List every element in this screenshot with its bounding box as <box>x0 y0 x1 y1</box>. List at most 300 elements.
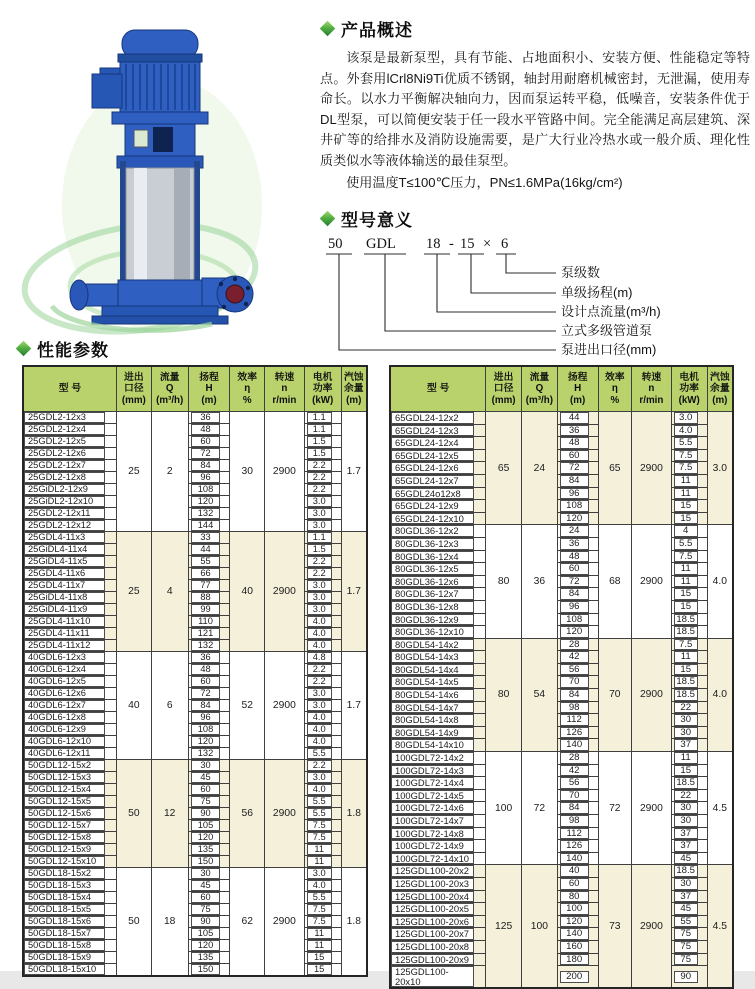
speed-cell: 2900 <box>265 868 305 977</box>
table-row <box>390 827 733 840</box>
table-row <box>23 916 367 928</box>
npsh-cell: 4.0 <box>707 638 733 751</box>
table-row <box>390 777 733 790</box>
head-cell: 40 <box>557 865 598 878</box>
npsh-cell: 1.7 <box>341 412 367 532</box>
performance-heading <box>16 336 109 361</box>
power-cell: 11 <box>671 752 707 765</box>
model-cell: 40GDL6-12x8 <box>23 712 116 724</box>
header-col: 效率 η % <box>598 366 632 412</box>
flow-cell: 24 <box>521 412 557 525</box>
table-row <box>390 412 733 425</box>
table-row <box>390 890 733 903</box>
table-row <box>390 437 733 450</box>
power-cell: 37 <box>671 840 707 853</box>
speed-cell: 2900 <box>265 412 305 532</box>
head-cell: 88 <box>188 592 230 604</box>
head-cell: 98 <box>557 701 598 714</box>
power-cell: 18.5 <box>671 689 707 702</box>
head-cell: 96 <box>557 600 598 613</box>
table-row <box>23 652 367 664</box>
power-cell: 75 <box>671 953 707 966</box>
model-cell: 100GDL72-14x9 <box>390 840 486 853</box>
label-stage-head: 单级扬程(m) <box>561 284 633 300</box>
head-cell: 60 <box>188 892 230 904</box>
head-cell: 70 <box>557 789 598 802</box>
table-row <box>23 892 367 904</box>
table-row <box>23 412 367 424</box>
table-row <box>390 474 733 487</box>
flow-cell: 2 <box>151 412 188 532</box>
header-col: 电机 功率 (kW) <box>304 366 341 412</box>
model-cell: 50GDL12-15x2 <box>23 760 116 772</box>
model-cell: 65GDL24-12x10 <box>390 512 486 525</box>
power-cell: 15 <box>671 512 707 525</box>
model-cell: 125GDL100-20x8 <box>390 940 486 953</box>
power-cell: 4.0 <box>304 628 341 640</box>
table-row <box>23 580 367 592</box>
efficiency-cell: 30 <box>230 412 265 532</box>
model-cell: 80GDL36-12x7 <box>390 588 486 601</box>
head-cell: 84 <box>557 689 598 702</box>
table-row <box>23 880 367 892</box>
power-cell: 2.2 <box>304 676 341 688</box>
model-cell: 80GDL36-12x4 <box>390 550 486 563</box>
model-cell: 50GDL18-15x4 <box>23 892 116 904</box>
inlet-diameter-cell: 65 <box>486 412 522 525</box>
head-cell: 108 <box>188 724 230 736</box>
head-cell: 84 <box>557 588 598 601</box>
head-cell: 132 <box>188 640 230 652</box>
flow-cell: 12 <box>151 760 188 868</box>
power-cell: 37 <box>671 890 707 903</box>
model-cell: 50GDL18-15x2 <box>23 868 116 880</box>
power-cell: 2.2 <box>304 484 341 496</box>
table-row <box>390 928 733 941</box>
power-cell: 2.2 <box>304 664 341 676</box>
model-cell: 80GDL36-12x2 <box>390 525 486 538</box>
model-cell: 25GDL2-12x8 <box>23 472 116 484</box>
head-cell: 72 <box>188 448 230 460</box>
performance-table-left <box>22 365 368 977</box>
head-cell: 120 <box>188 940 230 952</box>
head-cell: 120 <box>557 915 598 928</box>
power-cell: 4.0 <box>304 712 341 724</box>
table-row <box>23 724 367 736</box>
power-cell: 90 <box>671 966 707 989</box>
overview-conditions: 使用温度T≤100℃压力，PN≤1.6MPa(16kg/cm²) <box>346 175 623 191</box>
head-cell: 60 <box>557 449 598 462</box>
flow-cell: 54 <box>521 638 557 751</box>
head-cell: 36 <box>557 537 598 550</box>
power-cell: 3.0 <box>304 592 341 604</box>
efficiency-cell: 73 <box>598 865 632 988</box>
model-code-series: GDL <box>366 235 396 252</box>
model-cell: 40GDL6-12x10 <box>23 736 116 748</box>
model-cell: 50GDL12-15x4 <box>23 784 116 796</box>
head-cell: 110 <box>188 616 230 628</box>
model-code-sep1: - <box>449 235 454 252</box>
inlet-diameter-cell: 100 <box>486 752 522 865</box>
model-code-diagram <box>320 235 744 355</box>
power-cell: 4.0 <box>304 640 341 652</box>
speed-cell: 2900 <box>265 652 305 760</box>
head-cell: 150 <box>188 856 230 868</box>
npsh-cell: 1.8 <box>341 760 367 868</box>
table-row <box>23 484 367 496</box>
label-inlet-diameter: 泵进出口径(mm) <box>561 341 657 357</box>
model-cell: 40GDL6-12x9 <box>23 724 116 736</box>
table-row <box>390 752 733 765</box>
head-cell: 44 <box>188 544 230 556</box>
table-row <box>23 520 367 532</box>
npsh-cell: 1.7 <box>341 652 367 760</box>
head-cell: 28 <box>557 638 598 651</box>
model-cell: 65GDL24o12x8 <box>390 487 486 500</box>
product-overview-heading <box>320 16 750 41</box>
power-cell: 2.2 <box>304 472 341 484</box>
flow-cell: 6 <box>151 652 188 760</box>
head-cell: 72 <box>557 575 598 588</box>
model-cell: 40GDL6-12x11 <box>23 748 116 760</box>
table-row <box>390 940 733 953</box>
head-cell: 150 <box>188 964 230 977</box>
head-cell: 55 <box>188 556 230 568</box>
head-cell: 77 <box>188 580 230 592</box>
flow-cell: 72 <box>521 752 557 865</box>
power-cell: 3.0 <box>304 700 341 712</box>
model-cell: 80GDL54-14x9 <box>390 726 486 739</box>
table-row <box>23 556 367 568</box>
model-cell: 80GDL54-14x3 <box>390 651 486 664</box>
diamond-icon <box>16 341 32 357</box>
table-row <box>23 688 367 700</box>
table-row <box>23 436 367 448</box>
power-cell: 18.5 <box>671 777 707 790</box>
table-row <box>23 856 367 868</box>
model-cell: 80GDL36-12x3 <box>390 537 486 550</box>
model-cell: 65GDL24-12x3 <box>390 424 486 437</box>
power-cell: 4.0 <box>304 736 341 748</box>
table-row <box>390 915 733 928</box>
model-cell: 80GDL36-12x6 <box>390 575 486 588</box>
table-header <box>390 366 733 412</box>
head-cell: 72 <box>188 688 230 700</box>
power-cell: 30 <box>671 815 707 828</box>
model-cell: 80GDL36-12x9 <box>390 613 486 626</box>
npsh-cell: 4.5 <box>707 752 733 865</box>
power-cell: 55 <box>671 915 707 928</box>
diamond-icon <box>320 210 336 226</box>
head-cell: 99 <box>188 604 230 616</box>
power-cell: 3.0 <box>304 772 341 784</box>
table-row <box>23 808 367 820</box>
model-cell: 125GDL100-20x7 <box>390 928 486 941</box>
head-cell: 33 <box>188 532 230 544</box>
power-cell: 37 <box>671 827 707 840</box>
model-cell: 25GDL2-12x5 <box>23 436 116 448</box>
head-cell: 160 <box>557 940 598 953</box>
model-cell: 65GDL24-12x5 <box>390 449 486 462</box>
head-cell: 42 <box>557 651 598 664</box>
power-cell: 4.0 <box>304 616 341 628</box>
power-cell: 2.2 <box>304 556 341 568</box>
head-cell: 84 <box>557 474 598 487</box>
head-cell: 44 <box>557 412 598 425</box>
table-row <box>390 739 733 752</box>
head-cell: 56 <box>557 663 598 676</box>
head-cell: 36 <box>188 652 230 664</box>
diamond-icon <box>320 21 336 37</box>
head-cell: 84 <box>188 700 230 712</box>
flow-cell: 100 <box>521 865 557 988</box>
model-cell: 40GDL6-12x6 <box>23 688 116 700</box>
model-cell: 50GDL18-15x9 <box>23 952 116 964</box>
head-cell: 56 <box>557 777 598 790</box>
power-cell: 18.5 <box>671 626 707 639</box>
pump-product-image <box>22 20 298 336</box>
table-row <box>23 904 367 916</box>
power-cell: 45 <box>671 852 707 865</box>
efficiency-cell: 52 <box>230 652 265 760</box>
table-row <box>390 613 733 626</box>
head-cell: 108 <box>557 613 598 626</box>
power-cell: 5.5 <box>304 892 341 904</box>
model-cell: 80GDL54-14x6 <box>390 689 486 702</box>
head-cell: 48 <box>188 424 230 436</box>
power-cell: 1.5 <box>304 436 341 448</box>
table-row <box>390 852 733 865</box>
power-cell: 45 <box>671 903 707 916</box>
head-cell: 36 <box>188 412 230 424</box>
power-cell: 15 <box>304 952 341 964</box>
model-cell: 50GDL12-15x5 <box>23 796 116 808</box>
power-cell: 1.1 <box>304 424 341 436</box>
power-cell: 18.5 <box>671 613 707 626</box>
table-row <box>390 500 733 513</box>
model-code-inlet: 50 <box>328 235 343 252</box>
model-cell: 25GiDL4-11x8 <box>23 592 116 604</box>
header-col: 扬程 H (m) <box>188 366 230 412</box>
power-cell: 15 <box>304 964 341 977</box>
model-cell: 65GDL24-12x7 <box>390 474 486 487</box>
power-cell: 15 <box>671 600 707 613</box>
table-row <box>23 844 367 856</box>
model-cell: 50GDL12-15x9 <box>23 844 116 856</box>
head-cell: 80 <box>557 890 598 903</box>
header-col: 流量 Q (m³/h) <box>521 366 557 412</box>
performance-table-right <box>389 365 734 989</box>
efficiency-cell: 62 <box>230 868 265 977</box>
head-cell: 60 <box>188 436 230 448</box>
head-cell: 100 <box>557 903 598 916</box>
table-row <box>23 544 367 556</box>
npsh-cell: 1.8 <box>341 868 367 977</box>
head-cell: 135 <box>188 952 230 964</box>
header-col: 转速 n r/min <box>632 366 672 412</box>
npsh-cell: 3.0 <box>707 412 733 525</box>
power-cell: 5.5 <box>304 748 341 760</box>
power-cell: 2.2 <box>304 568 341 580</box>
header-col: 效率 η % <box>230 366 265 412</box>
power-cell: 1.5 <box>304 448 341 460</box>
head-cell: 90 <box>188 916 230 928</box>
model-cell: 25GDL2-12x12 <box>23 520 116 532</box>
power-cell: 3.0 <box>304 508 341 520</box>
table-row <box>390 764 733 777</box>
table-row <box>23 796 367 808</box>
power-cell: 11 <box>671 575 707 588</box>
head-cell: 140 <box>557 928 598 941</box>
table-row <box>390 865 733 878</box>
head-cell: 60 <box>557 563 598 576</box>
table-row <box>23 940 367 952</box>
head-cell: 60 <box>557 877 598 890</box>
speed-cell: 2900 <box>632 412 672 525</box>
table-row <box>390 815 733 828</box>
model-cell: 25GiDL4-11x9 <box>23 604 116 616</box>
table-row <box>390 563 733 576</box>
table-row <box>390 726 733 739</box>
speed-cell: 2900 <box>632 525 672 638</box>
model-cell: 40GDL6-12x3 <box>23 652 116 664</box>
head-cell: 70 <box>557 676 598 689</box>
npsh-cell: 1.7 <box>341 532 367 652</box>
model-cell: 25GiDL2-12x9 <box>23 484 116 496</box>
pump-illustration <box>22 20 298 336</box>
head-cell: 45 <box>188 772 230 784</box>
table-row <box>23 820 367 832</box>
power-cell: 4 <box>671 525 707 538</box>
table-row <box>23 496 367 508</box>
model-code-stages: 6 <box>501 235 509 252</box>
table-row <box>390 638 733 651</box>
inlet-diameter-cell: 80 <box>486 525 522 638</box>
head-cell: 75 <box>188 904 230 916</box>
power-cell: 15 <box>671 663 707 676</box>
power-cell: 22 <box>671 789 707 802</box>
power-cell: 75 <box>671 928 707 941</box>
head-cell: 126 <box>557 726 598 739</box>
inlet-diameter-cell: 50 <box>116 868 151 977</box>
header-col: 进出 口径 (mm) <box>116 366 151 412</box>
table-row <box>390 626 733 639</box>
table-row <box>23 568 367 580</box>
model-code-head: 15 <box>460 235 475 252</box>
power-cell: 4.0 <box>671 424 707 437</box>
head-cell: 66 <box>188 568 230 580</box>
efficiency-cell: 68 <box>598 525 632 638</box>
power-cell: 3.0 <box>304 868 341 880</box>
efficiency-cell: 70 <box>598 638 632 751</box>
table-row <box>23 616 367 628</box>
power-cell: 11 <box>671 563 707 576</box>
inlet-diameter-cell: 25 <box>116 532 151 652</box>
table-row <box>390 802 733 815</box>
table-row <box>390 449 733 462</box>
power-cell: 30 <box>671 714 707 727</box>
head-cell: 96 <box>188 472 230 484</box>
speed-cell: 2900 <box>632 865 672 988</box>
efficiency-cell: 56 <box>230 760 265 868</box>
power-cell: 7.5 <box>671 550 707 563</box>
table-row <box>390 676 733 689</box>
table-row <box>390 966 733 989</box>
head-cell: 132 <box>188 748 230 760</box>
inlet-diameter-cell: 125 <box>486 865 522 988</box>
head-cell: 120 <box>188 832 230 844</box>
model-meaning-heading <box>320 206 750 231</box>
model-cell: 25GiDL2-12x10 <box>23 496 116 508</box>
power-cell: 3.0 <box>304 520 341 532</box>
inlet-diameter-cell: 40 <box>116 652 151 760</box>
power-cell: 1.5 <box>304 544 341 556</box>
flow-cell: 36 <box>521 525 557 638</box>
head-cell: 98 <box>557 815 598 828</box>
header-col: 扬程 H (m) <box>557 366 598 412</box>
model-cell: 25GDL4-11x7 <box>23 580 116 592</box>
model-cell: 100GDL72-14x2 <box>390 752 486 765</box>
head-cell: 48 <box>188 664 230 676</box>
speed-cell: 2900 <box>632 752 672 865</box>
power-cell: 3.0 <box>304 580 341 592</box>
model-cell: 125GDL100-20x10 <box>390 966 486 989</box>
model-cell: 65GDL24-12x9 <box>390 500 486 513</box>
power-cell: 15 <box>671 764 707 777</box>
model-cell: 100GDL72-14x10 <box>390 852 486 865</box>
model-cell: 25GDL4-11x3 <box>23 532 116 544</box>
model-cell: 50GDL18-15x7 <box>23 928 116 940</box>
model-cell: 100GDL72-14x8 <box>390 827 486 840</box>
table-row <box>23 592 367 604</box>
power-cell: 11 <box>304 856 341 868</box>
table-row <box>23 760 367 772</box>
model-cell: 80GDL54-14x7 <box>390 701 486 714</box>
model-cell: 25GiDL4-11x4 <box>23 544 116 556</box>
power-cell: 3.0 <box>304 688 341 700</box>
power-cell: 7.5 <box>304 904 341 916</box>
model-cell: 80GDL54-14x10 <box>390 739 486 752</box>
power-cell: 5.5 <box>671 537 707 550</box>
head-cell: 96 <box>188 712 230 724</box>
table-row <box>23 664 367 676</box>
label-design-flow: 设计点流量(m³/h) <box>561 303 661 319</box>
model-cell: 80GDL54-14x2 <box>390 638 486 651</box>
power-cell: 75 <box>671 940 707 953</box>
model-cell: 40GDL6-12x7 <box>23 700 116 712</box>
power-cell: 5.5 <box>671 437 707 450</box>
model-cell: 65GDL24-12x6 <box>390 462 486 475</box>
table-row <box>23 952 367 964</box>
power-cell: 11 <box>304 928 341 940</box>
head-cell: 120 <box>188 736 230 748</box>
model-cell: 125GDL100-20x6 <box>390 915 486 928</box>
table-row <box>390 789 733 802</box>
power-cell: 4.8 <box>304 652 341 664</box>
head-cell: 30 <box>188 868 230 880</box>
speed-cell: 2900 <box>632 638 672 751</box>
head-cell: 72 <box>557 462 598 475</box>
power-cell: 30 <box>671 802 707 815</box>
model-cell: 65GDL24-12x4 <box>390 437 486 450</box>
power-cell: 15 <box>671 500 707 513</box>
inlet-diameter-cell: 80 <box>486 638 522 751</box>
model-code-flow: 18 <box>426 235 441 252</box>
model-cell: 80GDL36-12x8 <box>390 600 486 613</box>
power-cell: 7.5 <box>671 462 707 475</box>
table-row <box>23 700 367 712</box>
table-row <box>390 701 733 714</box>
